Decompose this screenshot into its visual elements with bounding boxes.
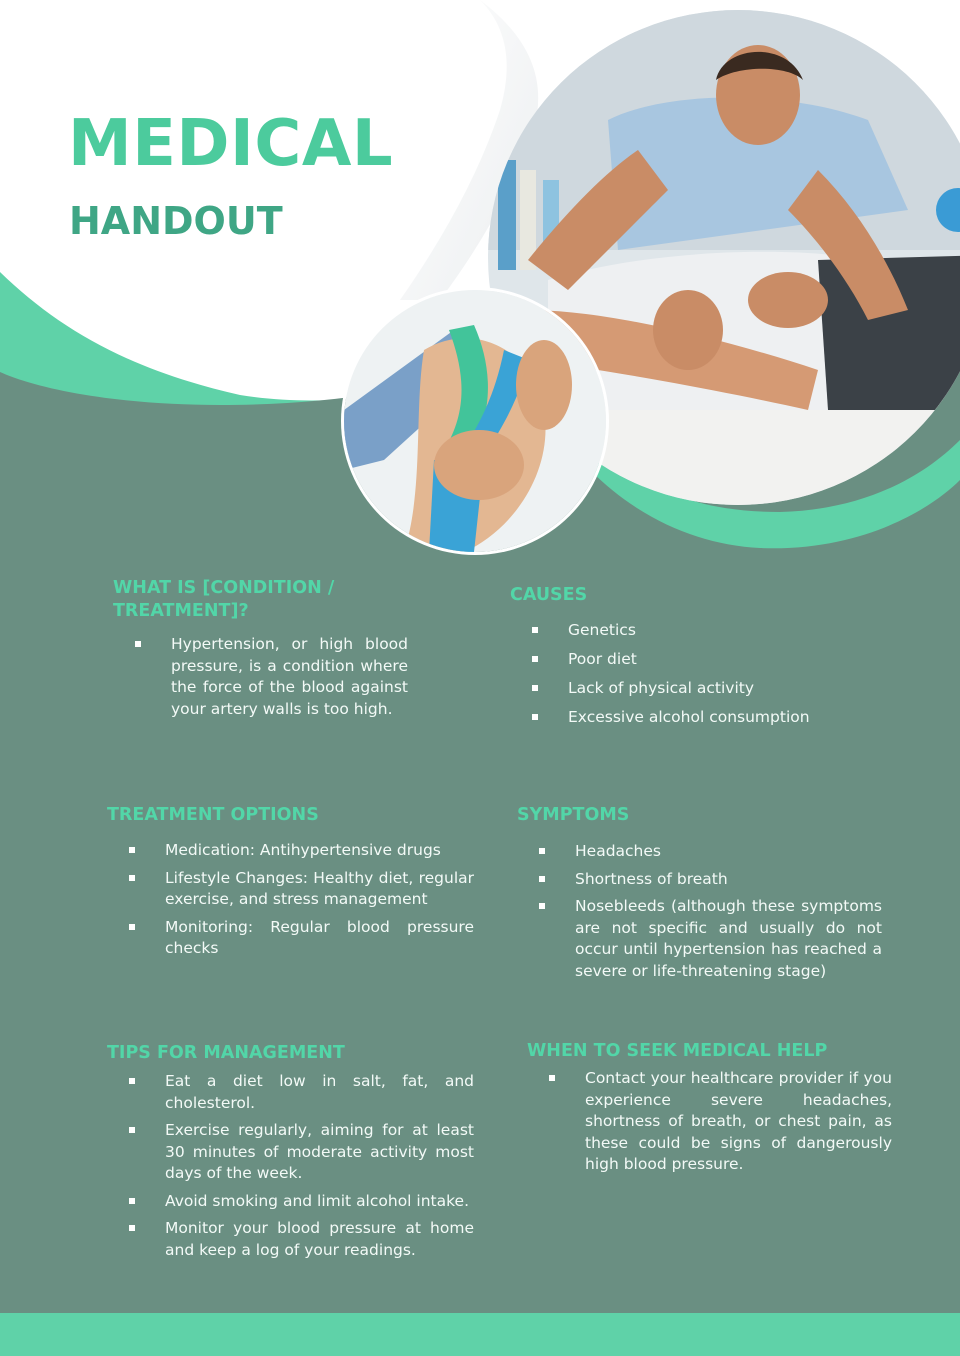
list-item: Excessive alcohol consumption (510, 707, 840, 729)
section-what-is (113, 577, 408, 726)
bullet-icon (539, 848, 545, 854)
bullet-icon (532, 714, 538, 720)
footer-bar (0, 1313, 960, 1356)
list-item: Avoid smoking and limit alcohol intake. (107, 1191, 474, 1213)
section-help-list (527, 1068, 892, 1176)
bullet-icon (129, 1225, 135, 1231)
list-item: Hypertension, or high blood pressure, is a condition where the force of the blood against your artery walls is too high. (113, 634, 408, 720)
list-item: Lack of physical activity (510, 678, 840, 700)
knee-tape-photo (344, 290, 606, 552)
section-treatment-list (107, 840, 474, 960)
bullet-icon (129, 875, 135, 881)
section-tips (107, 1042, 474, 1267)
list-item: Lifestyle Changes: Healthy diet, regular exercise, and stress management (107, 868, 474, 911)
list-item: Medication: Antihypertensive drugs (107, 840, 474, 862)
bullet-icon (549, 1075, 555, 1081)
section-treatment (107, 804, 474, 966)
list-item: Monitor your blood pressure at home and keep a log of your readings. (107, 1218, 474, 1261)
section-what-is-list (113, 634, 408, 720)
list-item: Exercise regularly, aiming for at least 30 minutes of moderate activity most days of the week. (107, 1120, 474, 1185)
bullet-icon (532, 656, 538, 662)
bullet-icon (532, 627, 538, 633)
bullet-icon (129, 1078, 135, 1084)
section-tips-title: TIPS FOR MANAGEMENT (107, 1043, 345, 1063)
bullet-icon (129, 847, 135, 853)
section-treatment-title: TREATMENT OPTIONS (107, 805, 319, 825)
page-subtitle: HANDOUT (69, 199, 283, 243)
list-item: Headaches (517, 841, 882, 863)
section-symptoms-title: SYMPTOMS (517, 805, 630, 825)
section-symptoms-list (517, 841, 882, 982)
list-item: Contact your healthcare provider if you experience severe headaches, shortness of breath, or chest pain, as these could be signs of dangerously high blood pressure. (527, 1068, 892, 1176)
section-what-is-title: WHAT IS [CONDITION / TREATMENT]? (113, 578, 335, 621)
bullet-icon (129, 924, 135, 930)
bullet-icon (135, 641, 141, 647)
list-item: Genetics (510, 620, 840, 642)
list-item: Poor diet (510, 649, 840, 671)
section-causes (510, 584, 840, 736)
section-symptoms (517, 804, 882, 988)
section-help-title: WHEN TO SEEK MEDICAL HELP (527, 1041, 828, 1061)
section-causes-title: CAUSES (510, 585, 588, 605)
bullet-icon (129, 1198, 135, 1204)
section-causes-list (510, 620, 840, 729)
page-title: MEDICAL (68, 107, 394, 181)
bullet-icon (532, 685, 538, 691)
list-item: Eat a diet low in salt, fat, and cholesterol. (107, 1071, 474, 1114)
section-tips-list (107, 1071, 474, 1261)
bullet-icon (539, 903, 545, 909)
bullet-icon (129, 1127, 135, 1133)
list-item: Nosebleeds (although these symptoms are not specific and usually do not occur until hypertension has reached a severe or life-threatening stage) (517, 896, 882, 982)
list-item: Monitoring: Regular blood pressure checks (107, 917, 474, 960)
section-help (527, 1040, 892, 1182)
list-item: Shortness of breath (517, 869, 882, 891)
bullet-icon (539, 876, 545, 882)
